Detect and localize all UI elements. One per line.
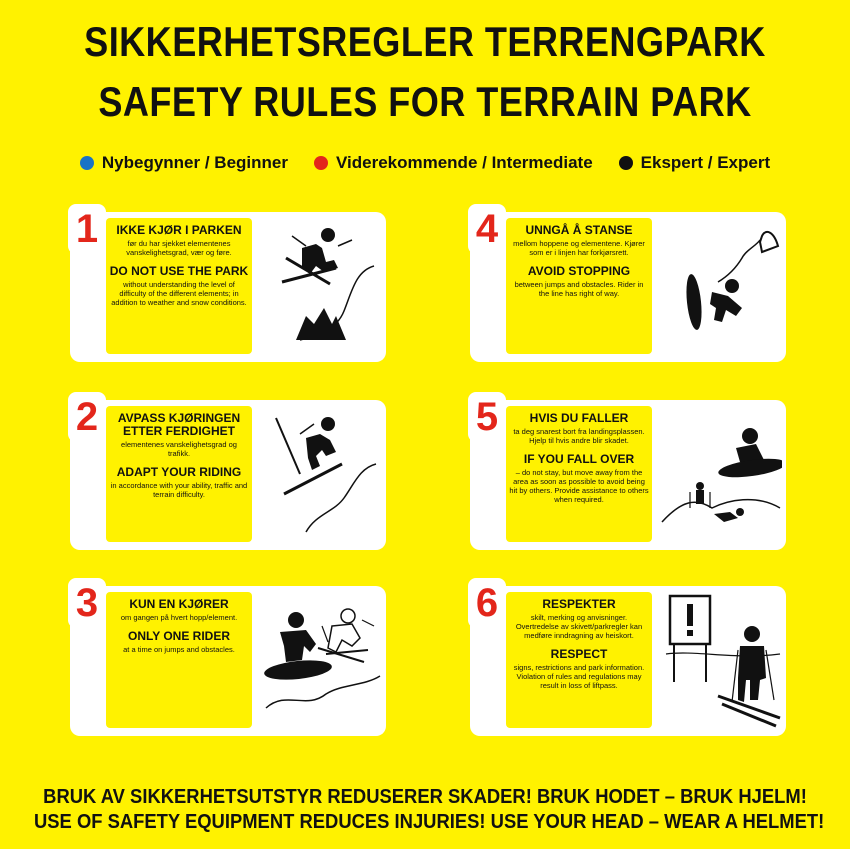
rule-2-body-en: in accordance with your ability, traffic and terrain difficulty.: [110, 481, 248, 499]
rule-text-5: [506, 406, 652, 542]
rule-5-body-en: – do not stay, but move away from the area as soon as possible to avoid being hit by others. Provide assistance to others when required.: [509, 468, 649, 504]
legend-item-intermediate: [314, 153, 593, 173]
legend-label-beginner: Nybegynner / Beginner: [101, 153, 288, 172]
warning-sign-skier-icon: [656, 590, 782, 732]
rule-number-3: 3: [68, 578, 106, 628]
rule-2-body-no: elementenes vanskelighetsgrad og trafikk.: [121, 440, 237, 458]
rule-text-6: [506, 592, 652, 728]
blue-dot-icon: [80, 156, 94, 170]
skier-jump-over-rocks-icon: [256, 216, 382, 358]
rule-6-body-en: signs, restrictions and park information. Violation of rules and regulations may result in loss of liftpass.: [513, 663, 645, 690]
rule-5-heading-no: HVIS DU FALLER: [529, 411, 629, 425]
legend-label-intermediate: Viderekommende / Intermediate: [335, 153, 593, 172]
rule-1-heading-en: DO NOT USE THE PARK: [109, 264, 249, 278]
rule-card-3: [70, 581, 386, 736]
rule-card-6: [470, 581, 786, 736]
rule-6-heading-no: RESPEKTER: [542, 597, 616, 611]
legend-item-beginner: [80, 153, 288, 173]
rule-1-body-no: før du har sjekket elementenes vanskelighetsgrad, vær og føre.: [126, 239, 232, 257]
rule-number-2: 2: [68, 392, 106, 442]
rule-5-body-no: ta deg snarest bort fra landingsplassen. Hjelp til hvis andre blir skadet.: [513, 427, 645, 445]
rule-5-heading-en: IF YOU FALL OVER: [523, 452, 635, 466]
snowboarder-collision-icon: [256, 590, 382, 732]
fallen-rider-icon: [656, 404, 782, 546]
difficulty-legend: [0, 153, 850, 173]
rule-1-body-en: without understanding the level of difficulty of the different elements; in addition to weather and snow conditions.: [111, 280, 247, 307]
rule-text-3: [106, 592, 252, 728]
rule-4-heading-no: UNNGÅ Å STANSE: [525, 223, 633, 237]
red-dot-icon: [314, 156, 328, 170]
rule-card-2: [70, 395, 386, 550]
footer-english: USE OF SAFETY EQUIPMENT REDUCES INJURIES! USE YOUR HEAD – WEAR A HELMET!: [34, 811, 825, 833]
rule-number-4: 4: [468, 204, 506, 254]
rider-stopped-icon: [656, 216, 782, 358]
rule-2-heading-no: AVPASS KJØRINGEN ETTER FERDIGHET: [117, 411, 241, 438]
legend-label-expert: Ekspert / Expert: [640, 153, 771, 172]
title-english: SAFETY RULES FOR TERRAIN PARK: [98, 78, 752, 125]
rule-3-heading-no: KUN EN KJØRER: [129, 597, 229, 611]
rule-3-heading-en: ONLY ONE RIDER: [127, 629, 231, 643]
rule-6-heading-en: RESPECT: [550, 647, 608, 661]
rule-6-body-no: skilt, merking og anvisninger. Overtredelse av skivett/parkregler kan medføre inndragning av heiskort.: [515, 613, 643, 640]
rule-card-5: [470, 395, 786, 550]
rule-number-5: 5: [468, 392, 506, 442]
rule-4-body-no: mellom hoppene og elementene. Kjører som er i linjen har forkjørsrett.: [513, 239, 645, 257]
rule-3-body-en: at a time on jumps and obstacles.: [123, 645, 235, 654]
black-dot-icon: [619, 156, 633, 170]
title-norwegian: SIKKERHETSREGLER TERRENGPARK: [84, 18, 766, 65]
footer-norwegian: BRUK AV SIKKERHETSUTSTYR REDUSERER SKADER! BRUK HODET – BRUK HJELM!: [43, 786, 807, 808]
skier-airborne-icon: [256, 404, 382, 546]
rule-4-body-en: between jumps and obstacles. Rider in the line has right of way.: [514, 280, 644, 298]
rule-number-1: 1: [68, 204, 106, 254]
rule-2-heading-en: ADAPT YOUR RIDING: [116, 465, 242, 479]
rule-text-2: [106, 406, 252, 542]
legend-item-expert: [619, 153, 770, 173]
rule-text-1: [106, 218, 252, 354]
rule-1-heading-no: IKKE KJØR I PARKEN: [116, 223, 242, 237]
rule-number-6: 6: [468, 578, 506, 628]
rule-card-4: [470, 207, 786, 362]
rule-text-4: [506, 218, 652, 354]
rule-3-body-no: om gangen på hvert hopp/element.: [120, 613, 238, 622]
rule-card-1: [70, 207, 386, 362]
rule-4-heading-en: AVOID STOPPING: [527, 264, 631, 278]
